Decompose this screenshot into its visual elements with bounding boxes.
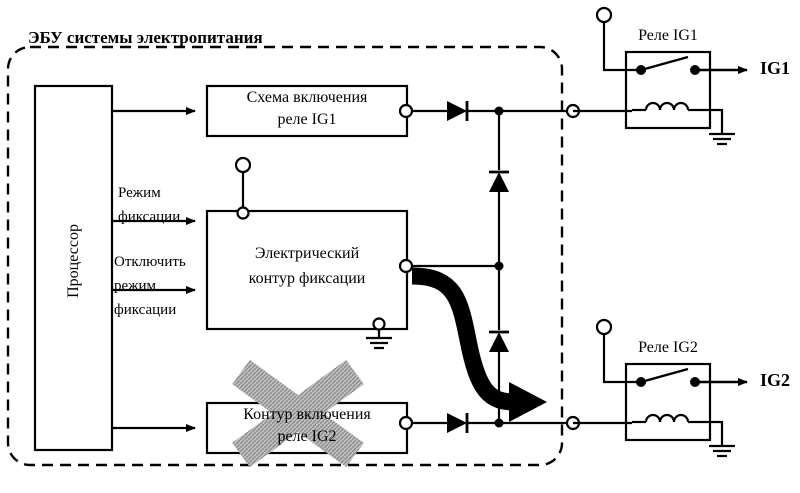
latch-circuit-label-line2: контур фиксации bbox=[248, 270, 366, 287]
latch-flow-arrow bbox=[412, 276, 547, 422]
processor-label: Процессор bbox=[65, 224, 83, 298]
output-ig1-label: IG1 bbox=[760, 58, 791, 78]
relay1-circuit-label-line2: реле IG1 bbox=[277, 111, 337, 128]
latch-off-label-line2: режим bbox=[114, 278, 157, 294]
latch-mode-terminal bbox=[236, 158, 250, 219]
relay2-circuit-label-line2: реле IG2 bbox=[277, 428, 337, 445]
latch-off-label-line1: Отключить bbox=[114, 254, 186, 270]
latch-mode-label-line1: Режим bbox=[118, 185, 161, 201]
relay-ig1-box-label: Реле IG1 bbox=[638, 27, 698, 44]
latch-circuit-label-line1: Электрический bbox=[254, 245, 360, 262]
relay1-output-wire bbox=[400, 101, 580, 121]
latch-off-label-line3: фиксации bbox=[114, 302, 177, 318]
relay1-circuit-label-line1: Схема включения bbox=[246, 89, 368, 106]
relay2-output-wire bbox=[400, 413, 580, 433]
relay-ig2-box-label: Реле IG2 bbox=[638, 339, 698, 356]
relay2-circuit-label-line1: Контур включения bbox=[243, 406, 371, 423]
diagram-title: ЭБУ системы электропитания bbox=[28, 28, 263, 47]
output-ig2-label: IG2 bbox=[760, 370, 791, 390]
latch-mode-label-line2: фиксации bbox=[118, 209, 181, 225]
